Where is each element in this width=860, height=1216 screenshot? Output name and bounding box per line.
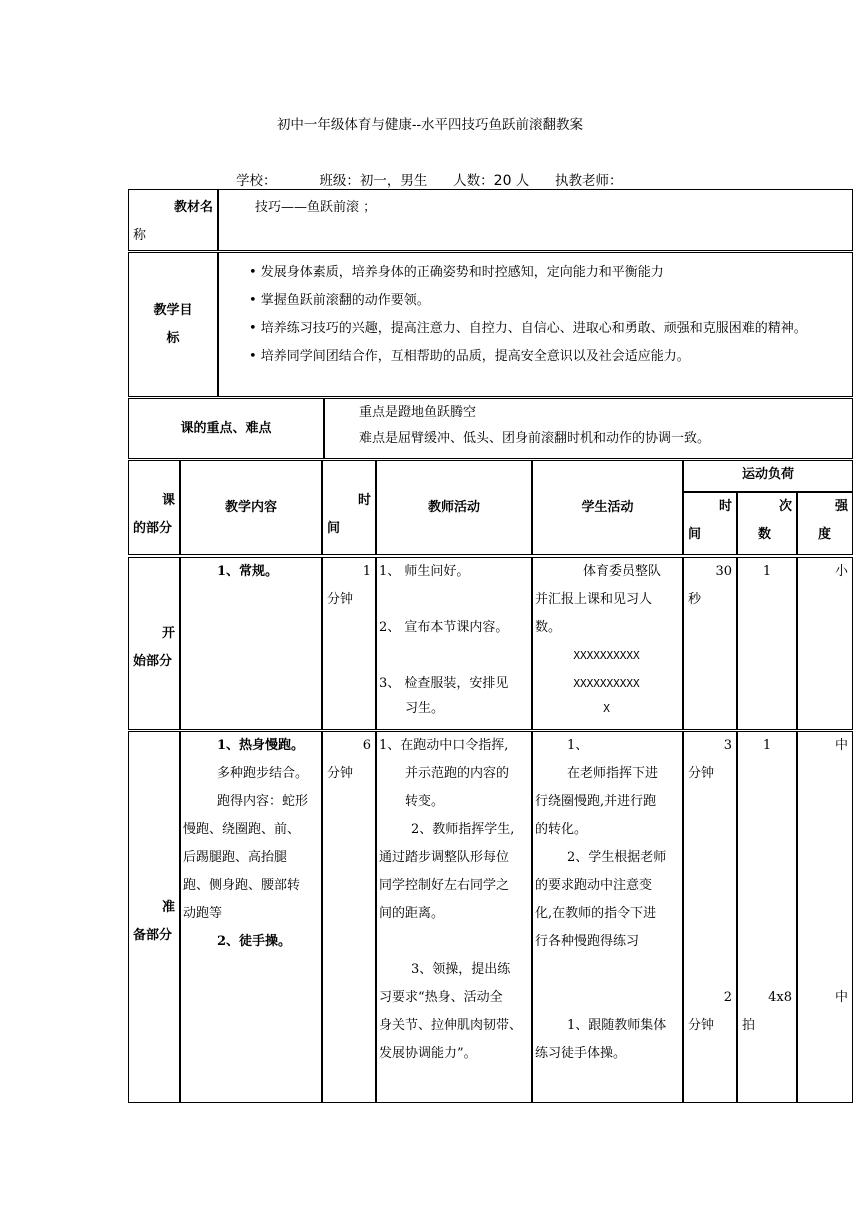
goal-item: • 掌握鱼跃前滚翻的动作要领。 [249,293,430,308]
prep-teacher-line: 身关节、拉伸肌肉韧带、 [379,1018,523,1033]
header-load-count-text: 数 [758,527,772,542]
header-part-text: 的部分 [133,521,173,536]
prep-student-line: 行绕圈慢跑,并进行跑 [535,794,657,809]
count-label: 人数： [453,173,494,189]
prep-load-time [683,731,737,1103]
start-student-line: 并汇报上课和见习人 [535,592,653,607]
prep-teacher-line: 2、教师指挥学生, [411,822,515,837]
teacher-label: 执教老师： [555,173,623,189]
prep-teacher [376,731,532,1103]
header-load-intensity-text: 度 [818,527,832,542]
prep-load-count-text: 4x8 [768,990,792,1005]
prep-student-line: 2、学生根据老师 [567,850,667,865]
goals-table [128,252,853,397]
material-table [128,189,853,251]
start-load-time-text: 30 [715,564,732,579]
material-label: 教材名 [173,200,213,215]
start-time [322,557,376,730]
start-load-intensity: 小 [797,557,853,730]
prep-teacher-line: 并示范跑的内容的 [405,766,510,781]
prep-content-line: 后踢腿跑、高抬腿 [183,850,288,865]
prep-content-line: 动跑等 [183,906,223,921]
prep-load-intensity [797,731,853,1103]
prep-load-time-text: 分钟 [688,766,715,781]
prep-student-line: 1、 [567,738,589,753]
start-part-text: 开 [161,626,175,641]
start-section [128,557,853,730]
prep-content [180,731,322,1103]
prep-content-line: 慢跑、绕圈跑、前、 [183,822,301,837]
goals-label-tail: 标 [166,330,180,346]
prep-time-text: 分钟 [327,766,354,781]
prep-content-line: 2、徒手操。 [217,934,292,949]
prep-content-line: 多种跑步结合。 [217,766,309,781]
material-label-cell [128,189,218,251]
document-title: 初中一年级体育与健康--水平四技巧鱼跃前滚翻教案 [276,117,584,133]
start-part [128,557,180,730]
prep-student [532,731,683,1103]
prep-teacher-line: 3、领操，提出练 [411,962,511,977]
count-unit: 人 [511,173,530,189]
start-load-count: 1 [737,557,797,730]
start-teacher-line: 1、 师生问好。 [379,564,470,579]
prep-load-intensity-text: 中 [834,990,848,1005]
start-content: 1、常规。 [180,557,322,730]
prep-student-line: 行各种慢跑得练习 [535,934,640,949]
start-student [532,557,683,730]
prep-student-line: 练习徒手体操。 [535,1046,627,1061]
prep-section [128,731,853,1103]
class-info-line [236,169,623,189]
prep-part [128,731,180,1103]
goal-item: • 发展身体素质，培养身体的正确姿势和时控感知，定向能力和平衡能力 [249,265,664,280]
prep-teacher-line: 通过踏步调整队形每位 [379,850,510,865]
prep-time-text: 6 [362,738,371,753]
start-part-text: 始部分 [133,654,173,669]
prep-student-line: 1、跟随教师集体 [567,1018,667,1033]
header-part [128,460,180,555]
prep-content-line: 跑、侧身跑、腰部转 [183,878,301,893]
start-student-line: 数。 [535,620,562,635]
prep-part-text: 备部分 [133,928,173,943]
header-load-time-text: 间 [688,527,702,542]
focus-key: 重点是蹬地鱼跃腾空 [359,405,477,420]
header-load: 运动负荷 [683,460,853,492]
prep-content-line: 1、热身慢跑。 [217,738,305,753]
formation-row: XXXXXXXXXX [573,649,640,662]
prep-load-time-text: 3 [723,738,732,753]
focus-table [128,398,853,459]
start-student-line: 体育委员整队 [583,564,662,579]
prep-teacher-line: 同学控制好左右同学之 [379,878,510,893]
prep-student-line: 化,在教师的指令下进 [535,906,657,921]
prep-time [322,731,376,1103]
focus-difficulty: 难点是屈臂缓冲、低头、团身前滚翻时机和动作的协调一致。 [359,431,711,446]
student-count: 20 [493,173,512,189]
header-load-intensity [797,492,853,555]
header-time [322,460,376,555]
formation-row: XXXXXXXXXX [573,677,640,690]
header-time-text: 间 [327,521,341,536]
prep-teacher-line: 转变。 [405,794,445,809]
goal-item: • 培养同学间团结合作，互相帮助的品质，提高安全意识以及社会适应能力。 [249,349,690,364]
goals-list-cell [218,252,853,397]
formation-row: X [603,702,610,715]
prep-student-line: 的要求跑动中注意变 [535,878,653,893]
start-teacher-line: 习生。 [405,701,445,716]
prep-load-count-text: 拍 [742,1018,756,1033]
start-load-time [683,557,737,730]
prep-student-line: 在老师指挥下进 [567,766,659,781]
prep-teacher-line: 1、在跑动中口令指挥, [379,738,509,753]
prep-student-line: 的转化。 [535,822,588,837]
goals-list [223,259,848,371]
header-content: 教学内容 [180,460,322,555]
prep-teacher-line: 习要求“热身、活动全 [379,990,503,1005]
header-time-text: 时 [357,493,371,508]
material-value: 技巧——鱼跃前滚 ； [218,189,853,251]
prep-content-line: 跑得内容：蛇形 [217,794,309,809]
header-student: 学生活动 [532,460,683,555]
start-load-time-text: 秒 [688,592,702,607]
prep-teacher-line: 发展协调能力”。 [379,1046,477,1061]
header-load-count-text: 次 [778,499,792,514]
prep-load-time-text: 分钟 [688,1018,715,1033]
prep-load-intensity-text: 中 [834,738,848,753]
focus-label: 课的重点、难点 [128,398,324,459]
school-label: 学校： [236,173,277,189]
prep-load-count-text: 1 [762,738,772,753]
lesson-header [128,460,853,555]
header-load-time-text: 时 [718,499,732,514]
start-teacher-line: 3、 检查服装，安排见 [379,676,509,691]
prep-load-time-text: 2 [723,990,732,1005]
prep-part-text: 准 [161,900,175,915]
start-time-text: 1 [362,564,371,579]
goal-item: • 培养练习技巧的兴趣，提高注意力、自控力、自信心、进取心和勇敢、顽强和克服困难的精神。 [249,321,807,336]
goals-label: 教学目 [153,302,193,318]
prep-teacher-line: 间的距离。 [379,906,445,921]
start-teacher-line: 2、 宣布本节课内容。 [379,620,509,635]
header-load-intensity-text: 强 [834,499,848,514]
goals-label-cell [128,252,218,397]
header-load-count [737,492,797,555]
start-teacher [376,557,532,730]
class-label: 班级：初一，男生 [319,173,428,189]
header-part-text: 课 [161,493,175,508]
prep-load-count [737,731,797,1103]
material-label-tail: 称 [133,228,147,243]
focus-cell [324,398,853,459]
header-load-time [683,492,737,555]
start-time-text: 分钟 [327,592,354,607]
header-teacher: 教师活动 [376,460,532,555]
